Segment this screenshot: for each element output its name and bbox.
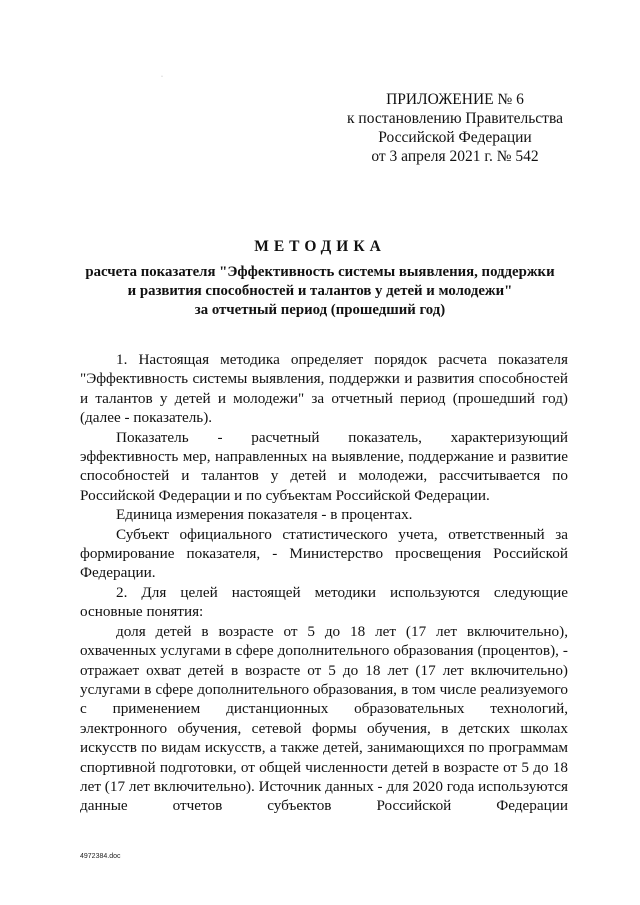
subtitle-line: и развития способностей и талантов у детей и молодежи" <box>127 283 513 299</box>
file-name-footer: 4972384.doc <box>80 853 121 860</box>
paragraph: Единица измерения показателя - в процентах. <box>116 506 413 524</box>
paragraph: доля детей в возрасте от 5 до 18 лет (17 лет включительно), охваченных услугами в сфере дополнительного образования (процентов), - отражает охват детей в возрасте от 5 до 18 лет (17 лет включительно) услугами в сфере дополнительного образования, в том числе реализуемого с применением дистанционных образовательных технологий, электронного обучения, сетевой формы обучения, в детских школах искусств по видам искусств, а также детей, занимающихся по программам спортивной подготовки, от общей численности детей в возрасте от 5 до 18 лет (17 лет включительно). Источник данных - для 2020 года используются данные отчетов субъектов Российской Федерации <box>80 622 568 815</box>
subtitle-line: расчета показателя "Эффективность системы выявления, поддержки <box>85 264 555 280</box>
paragraph: 2. Для целей настоящей методики используются следующие основные понятия: <box>80 583 568 621</box>
paragraph: Показатель - расчетный показатель, характеризующий эффективность мер, направленных на выявление, поддержание и развитие способностей и талантов у детей и молодежи, рассчитывается по Российской Федерации и по субъектам Российской Федерации. <box>80 428 568 504</box>
document-subtitle <box>70 263 570 320</box>
paragraph: Субъект официального статистического учета, ответственный за формирование показателя, - Министерство просвещения Российской Федерации. <box>80 525 568 582</box>
appendix-header <box>340 90 570 166</box>
appendix-date: от 3 апреля 2021 г. № 542 <box>371 148 539 165</box>
appendix-line: к постановлению Правительства <box>347 110 563 127</box>
scan-mark: · <box>161 74 163 80</box>
appendix-number: ПРИЛОЖЕНИЕ № 6 <box>386 91 524 108</box>
appendix-line: Российской Федерации <box>378 129 532 146</box>
paragraph: 1. Настоящая методика определяет порядок расчета показателя "Эффективность системы выявления, поддержки и развития способностей и талантов у детей и молодежи" за отчетный период (прошедший год) (далее - показатель). <box>80 351 568 427</box>
document-title: МЕТОДИКА <box>254 238 386 255</box>
subtitle-line: за отчетный период (прошедший год) <box>194 302 446 318</box>
document-body <box>80 350 568 816</box>
